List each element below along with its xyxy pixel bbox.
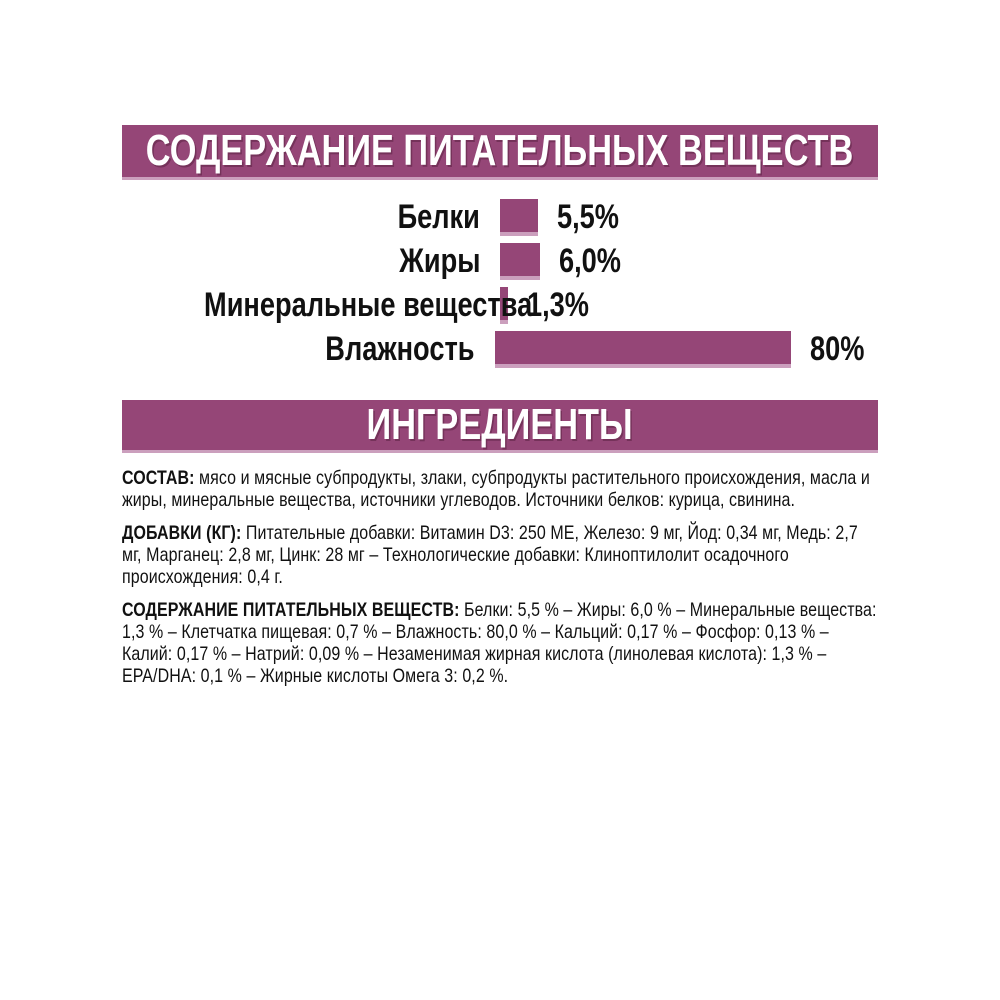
bar-fats bbox=[500, 243, 540, 280]
chart-value-proteins: 5,5% bbox=[557, 198, 619, 236]
bar-moisture bbox=[495, 331, 791, 368]
additives-text: Питательные добавки: Витамин D3: 250 МЕ, Железо: 9 мг, Йод: 0,34 мг, Медь: 2,7 мг, Марганец: 2,8 мг, Цинк: 28 мг – Технологические добавки: Клиноптилолит осадочного происхождения: 0,4 г. bbox=[122, 522, 858, 588]
additives-label: ДОБАВКИ (КГ): bbox=[122, 522, 242, 544]
chart-row-minerals bbox=[122, 287, 878, 324]
composition-text: мясо и мясные субпродукты, злаки, субпродукты растительного происхождения, масла и жиры, минеральные вещества, источники углеводов. Источники белков: курица, свинина. bbox=[122, 467, 870, 511]
chart-label-proteins: Белки bbox=[397, 198, 480, 236]
chart-label-moisture: Влажность bbox=[325, 330, 475, 368]
chart-value-fats: 6,0% bbox=[559, 242, 621, 280]
analysis-text: Белки: 5,5 % – Жиры: 6,0 % – Минеральные вещества: 1,3 % – Клетчатка пищевая: 0,7 % – Влажность: 80,0 % – Кальций: 0,17 % – Фосфор: 0,13 % – Калий: 0,17 % – Натрий: 0,09 % – Незаменимая жирная кислота (линолевая кислота): 1,3 % – EPA/DHA: 0,1 % – Жирные кислоты Омега 3: 0,2 %. bbox=[122, 599, 877, 687]
nutrients-header-title: СОДЕРЖАНИЕ ПИТАТЕЛЬНЫХ ВЕЩЕСТВ bbox=[146, 126, 854, 175]
chart-label-fats: Жиры bbox=[398, 242, 480, 280]
composition-paragraph bbox=[122, 467, 878, 511]
ingredients-text-block bbox=[122, 467, 878, 698]
ingredients-header-title: ИНГРЕДИЕНТЫ bbox=[366, 400, 634, 449]
composition-label: СОСТАВ: bbox=[122, 467, 195, 489]
chart-value-moisture: 80% bbox=[809, 330, 865, 368]
nutrients-header-banner bbox=[122, 125, 878, 180]
bar-proteins bbox=[500, 199, 538, 236]
chart-row-fats bbox=[122, 243, 878, 280]
additives-paragraph bbox=[122, 522, 878, 588]
ingredients-header-banner bbox=[122, 400, 878, 453]
analysis-label: СОДЕРЖАНИЕ ПИТАТЕЛЬНЫХ ВЕЩЕСТВ: bbox=[122, 599, 460, 621]
chart-row-moisture bbox=[122, 331, 878, 368]
analysis-paragraph bbox=[122, 599, 878, 687]
chart-row-proteins bbox=[122, 199, 878, 236]
chart-label-minerals: Минеральные вещества bbox=[204, 286, 533, 324]
nutrients-bar-chart bbox=[122, 199, 878, 375]
chart-value-minerals: 1,3% bbox=[527, 286, 589, 324]
